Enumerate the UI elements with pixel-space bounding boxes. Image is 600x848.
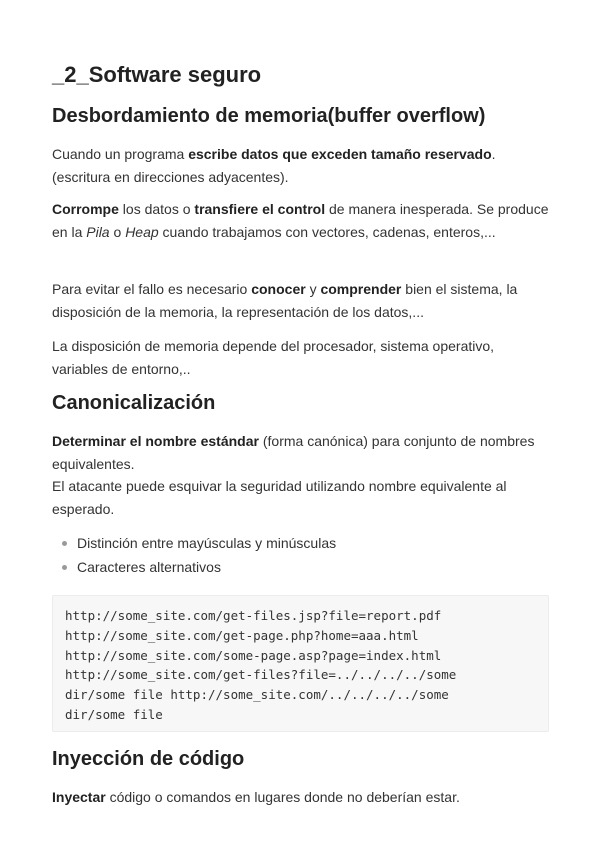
paragraph-code-injection: Inyectar código o comandos en lugares donde no deberían estar. bbox=[52, 789, 460, 805]
bullet-list bbox=[52, 531, 336, 579]
paragraph-memory-layout: La disposición de memoria depende del procesador, sistema operativo, variables de entorno,.. bbox=[52, 338, 495, 377]
paragraph-buffer-effects: Corrompe los datos o transfiere el control de manera inesperada. Se produce en la Pila o Heap cuando trabajamos con vectores, cadenas, enteros,... bbox=[52, 201, 549, 240]
code-line: dir/some file bbox=[65, 706, 163, 722]
code-block bbox=[52, 595, 549, 732]
paragraph-canonicalization: Determinar el nombre estándar (forma canónica) para conjunto de nombres equivalentes. El atacante puede esquivar la seguridad utilizando nombre equivalente al esperado. bbox=[52, 433, 535, 517]
code-line: http://some_site.com/some-page.asp?page=index.html bbox=[65, 647, 442, 663]
list-item: Distinción entre mayúsculas y minúsculas bbox=[52, 531, 336, 555]
document-title: _2_Software seguro bbox=[52, 62, 262, 87]
code-line: dir/some file http://some_site.com/../../../../some bbox=[65, 687, 449, 703]
list-item: Caracteres alternativos bbox=[52, 555, 336, 579]
code-content bbox=[65, 606, 456, 725]
code-line: http://some_site.com/get-files.jsp?file=report.pdf bbox=[65, 608, 442, 623]
section-heading-canonicalization: Canonicalización bbox=[52, 392, 216, 414]
code-line: http://some_site.com/get-files?file=../../../../some bbox=[65, 667, 457, 683]
paragraph-buffer-definition: Cuando un programa escribe datos que exceden tamaño reservado. (escritura en direcciones adyacentes). bbox=[52, 146, 496, 185]
paragraph-buffer-prevention: Para evitar el fallo es necesario conocer y comprender bien el sistema, la disposición de la memoria, la representación de los datos,... bbox=[52, 281, 518, 320]
section-heading-buffer-overflow: Desbordamiento de memoria(buffer overflow) bbox=[52, 105, 486, 127]
section-heading-code-injection: Inyección de código bbox=[52, 748, 245, 770]
code-line: http://some_site.com/get-page.php?home=aaa.html bbox=[65, 627, 419, 643]
